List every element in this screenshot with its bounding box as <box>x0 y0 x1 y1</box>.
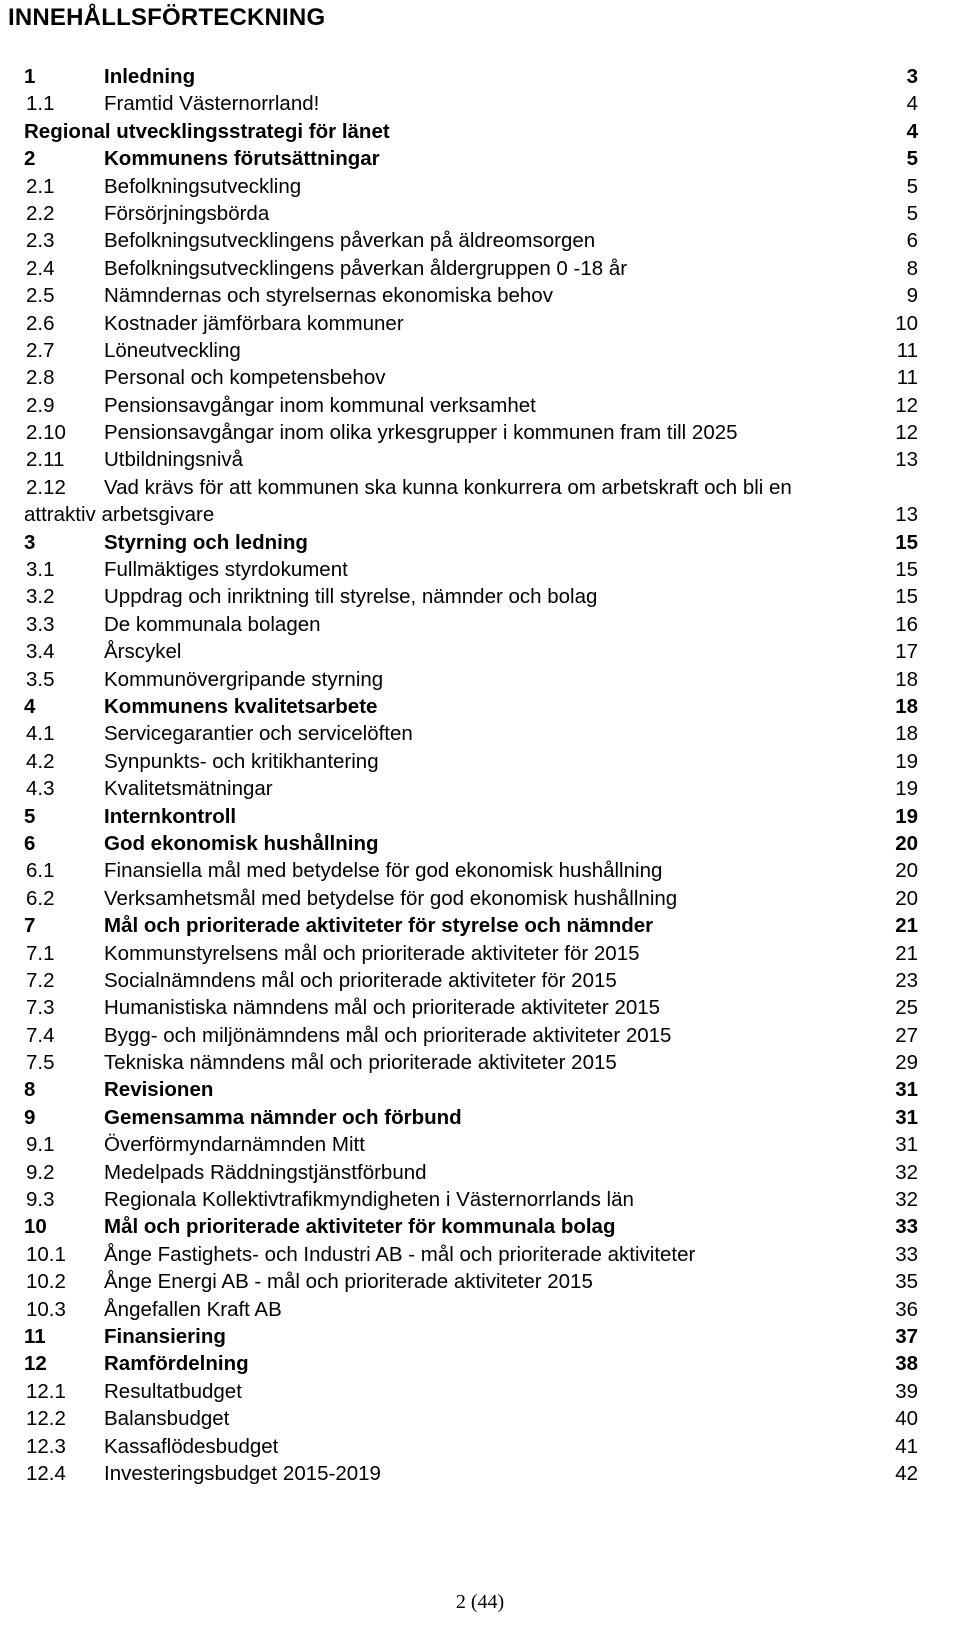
toc-entry-page-number: 27 <box>895 1023 918 1047</box>
toc-entry-title: Medelpads Räddningstjänstförbund <box>104 1160 427 1184</box>
toc-subsection-entry[interactable] <box>0 666 960 693</box>
toc-entry-title: Regional utvecklingsstrategi för länet <box>24 119 390 143</box>
toc-entry-title: Befolkningsutvecklingens påverkan på äldreomsorgen <box>104 229 596 253</box>
toc-entry-title: Försörjningsbörda <box>104 201 270 225</box>
toc-subsection-entry[interactable] <box>0 1433 960 1460</box>
toc-entry-number: 12.1 <box>26 1379 66 1403</box>
toc-entry-page-number: 15 <box>895 530 918 554</box>
toc-entry-title: Uppdrag och inriktning till styrelse, nämnder och bolag <box>104 585 598 609</box>
toc-entry-title: Pensionsavgångar inom olika yrkesgrupper i kommunen fram till 2025 <box>104 421 738 445</box>
toc-entry-number: 11 <box>24 1324 46 1348</box>
toc-entry-page-number: 5 <box>906 201 918 225</box>
toc-section-entry[interactable] <box>0 1323 960 1350</box>
toc-subsection-entry[interactable] <box>0 227 960 254</box>
toc-entry-title: Ramfördelning <box>104 1352 249 1376</box>
toc-subsection-entry[interactable] <box>0 200 960 227</box>
toc-entry-page-number: 21 <box>895 941 918 965</box>
toc-entry-number: 3.4 <box>26 640 55 664</box>
toc-entry-page-number: 9 <box>906 284 918 308</box>
toc-entry-number: 4.3 <box>26 777 55 801</box>
toc-entry-number: 3 <box>24 530 36 554</box>
toc-subsection-entry[interactable] <box>0 940 960 967</box>
toc-section-entry[interactable] <box>0 1104 960 1131</box>
toc-entry-page-number: 18 <box>895 722 918 746</box>
toc-entry-title: God ekonomisk hushållning <box>104 831 379 855</box>
toc-subsection-entry[interactable] <box>0 1022 960 1049</box>
toc-entry-number: 10.3 <box>26 1297 66 1321</box>
toc-section-entry[interactable] <box>0 118 960 145</box>
toc-subsection-entry[interactable] <box>0 90 960 117</box>
toc-subsection-entry[interactable] <box>0 1268 960 1295</box>
toc-entry-page-number: 16 <box>895 612 918 636</box>
toc-entry-page-number: 33 <box>895 1242 918 1266</box>
toc-entry-page-number: 40 <box>895 1407 918 1431</box>
toc-subsection-entry[interactable] <box>0 967 960 994</box>
toc-entry-page-number: 13 <box>895 448 918 472</box>
toc-subsection-entry[interactable] <box>0 775 960 802</box>
toc-entry-title: Löneutveckling <box>104 338 241 362</box>
toc-entry-page-number: 15 <box>895 558 918 582</box>
toc-entry-page-number: 15 <box>895 585 918 609</box>
toc-entry-title: Vad krävs för att kommunen ska kunna konkurrera om arbetskraft och bli en <box>104 475 792 499</box>
toc-entry-page-number: 4 <box>906 119 918 143</box>
toc-entry-number: 2.10 <box>26 421 66 445</box>
toc-section-entry[interactable] <box>0 1350 960 1377</box>
toc-entry-page-number: 25 <box>895 996 918 1020</box>
toc-entry-page-number: 33 <box>895 1215 918 1239</box>
toc-entry-page-number: 31 <box>895 1078 918 1102</box>
toc-entry-title: Bygg- och miljönämndens mål och prioriterade aktiviteter 2015 <box>104 1023 672 1047</box>
toc-subsection-entry[interactable] <box>0 1241 960 1268</box>
toc-entry-title: Årscykel <box>104 640 182 664</box>
toc-entry-number: 9.3 <box>26 1188 55 1212</box>
toc-entry-title: Socialnämndens mål och prioriterade aktiviteter för 2015 <box>104 968 617 992</box>
toc-entry-page-number: 5 <box>906 147 918 171</box>
toc-entry-number: 10 <box>24 1215 47 1239</box>
toc-entry-page-number: 36 <box>895 1297 918 1321</box>
toc-entry-number: 6 <box>24 831 36 855</box>
toc-subsection-entry[interactable] <box>0 1296 960 1323</box>
toc-entry-number: 2.12 <box>26 475 66 499</box>
toc-section-entry[interactable] <box>0 1076 960 1103</box>
toc-entry-number: 7.5 <box>26 1051 55 1075</box>
toc-subsection-entry[interactable] <box>0 720 960 747</box>
toc-entry-title: De kommunala bolagen <box>104 612 321 636</box>
toc-entry-number: 3.1 <box>26 558 55 582</box>
toc-entry-number: 7 <box>24 914 36 938</box>
toc-entry-title: Resultatbudget <box>104 1379 242 1403</box>
toc-entry-page-number: 31 <box>895 1133 918 1157</box>
toc-entry-title: Pensionsavgångar inom kommunal verksamhet <box>104 393 536 417</box>
toc-entry-number: 4 <box>24 695 36 718</box>
toc-entry-title: Humanistiska nämndens mål och prioriterade aktiviteter 2015 <box>104 996 661 1020</box>
toc-entry-number: 7.4 <box>26 1023 55 1047</box>
toc-entry-title: Revisionen <box>104 1078 214 1102</box>
toc-subsection-entry[interactable] <box>0 1159 960 1186</box>
toc-entry-title: Kommunens förutsättningar <box>104 147 380 171</box>
toc-entry-title: Finansiering <box>104 1324 226 1348</box>
toc-section-entry[interactable] <box>0 63 960 90</box>
toc-entry-number: 2 <box>24 147 36 171</box>
toc-subsection-entry[interactable] <box>0 310 960 337</box>
toc-subsection-entry[interactable] <box>0 885 960 912</box>
toc-subsection-entry[interactable] <box>0 446 960 473</box>
toc-entry-number: 2.4 <box>26 256 55 280</box>
toc-entry-page-number: 21 <box>895 914 918 938</box>
toc-entry-number: 12.3 <box>26 1434 66 1458</box>
toc-entry-page-number: 10 <box>895 311 918 335</box>
toc-entry-title: Överförmyndarnämnden Mitt <box>104 1133 365 1157</box>
toc-subsection-entry[interactable] <box>0 857 960 884</box>
toc-subsection-entry[interactable] <box>0 1049 960 1076</box>
toc-entry-number: 6.1 <box>26 859 55 883</box>
toc-entry-title: Mål och prioriterade aktiviteter för styrelse och nämnder <box>104 914 654 938</box>
toc-subsection-entry[interactable] <box>0 392 960 419</box>
toc-entry-title: Synpunkts- och kritikhantering <box>104 749 379 773</box>
toc-subsection-entry[interactable] <box>0 556 960 583</box>
toc-entry-number: 7.3 <box>26 996 55 1020</box>
toc-subsection-entry[interactable] <box>0 748 960 775</box>
toc-entry-title: Kassaflödesbudget <box>104 1434 279 1458</box>
toc-entry-number: 5 <box>24 804 36 828</box>
toc-entry-page-number: 35 <box>895 1270 918 1294</box>
toc-entry-number: 2.5 <box>26 284 55 308</box>
toc-entry-title: Ånge Energi AB - mål och prioriterade aktiviteter 2015 <box>104 1270 593 1294</box>
toc-entry-number: 1.1 <box>26 92 55 116</box>
toc-entry-title: Finansiella mål med betydelse för god ekonomisk hushållning <box>104 859 663 883</box>
toc-entry-number: 4.2 <box>26 749 55 773</box>
toc-entry-number: 3.3 <box>26 612 55 636</box>
toc-entry-number: 9.1 <box>26 1133 55 1157</box>
toc-entry-page-number: 19 <box>895 777 918 801</box>
toc-entry-page-number: 6 <box>906 229 918 253</box>
toc-entry-number: 10.2 <box>26 1270 66 1294</box>
toc-subsection-entry[interactable] <box>0 1131 960 1158</box>
toc-entry-number: 2.11 <box>26 448 65 472</box>
toc-entry-number: 3.2 <box>26 585 55 609</box>
toc-entry-number: 2.3 <box>26 229 55 253</box>
toc-entry-page-number: 42 <box>895 1461 918 1485</box>
toc-entry-page-number: 12 <box>895 421 918 445</box>
toc-entry-number: 1 <box>24 65 36 88</box>
toc-entry-title: Investeringsbudget 2015-2019 <box>104 1461 381 1485</box>
toc-entry-page-number: 20 <box>895 859 918 883</box>
toc-entry-page-number: 11 <box>896 366 918 390</box>
toc-entry-title: Framtid Västernorrland! <box>104 92 320 116</box>
toc-entry-title: Tekniska nämndens mål och prioriterade aktiviteter 2015 <box>104 1051 617 1075</box>
toc-entry-number: 10.1 <box>26 1242 66 1266</box>
toc-entry-page-number: 29 <box>895 1051 918 1075</box>
toc-entry-number: 9 <box>24 1105 36 1129</box>
toc-entry-title: Kommunstyrelsens mål och prioriterade aktiviteter för 2015 <box>104 941 640 965</box>
toc-section-entry[interactable] <box>0 803 960 830</box>
toc-entry-page-number: 20 <box>895 886 918 910</box>
toc-entry-number: 2.2 <box>26 201 55 225</box>
toc-entry-number: 12 <box>24 1352 47 1376</box>
toc-entry-page-number: 5 <box>906 174 918 198</box>
toc-entry-page-number: 41 <box>895 1434 918 1458</box>
toc-entry-number: 9.2 <box>26 1160 55 1184</box>
toc-entry-page-number: 19 <box>895 804 918 828</box>
toc-entry-title: Kostnader jämförbara kommuner <box>104 311 404 335</box>
toc-entry-number: 4.1 <box>26 722 55 746</box>
toc-entry-number: 2.1 <box>26 174 55 198</box>
toc-entry-number: 12.4 <box>26 1461 66 1485</box>
toc-entry-number: 7.1 <box>26 941 55 965</box>
toc-entry-page-number: 3 <box>906 65 918 88</box>
toc-section-entry[interactable] <box>0 693 960 720</box>
toc-entry-title: Mål och prioriterade aktiviteter för kommunala bolag <box>104 1215 616 1239</box>
toc-entry-page-number: 11 <box>896 338 918 362</box>
toc-entry-page-number: 18 <box>895 667 918 691</box>
toc-entry-title: Styrning och ledning <box>104 530 308 554</box>
toc-subsection-entry[interactable] <box>0 994 960 1021</box>
toc-subsection-entry[interactable] <box>0 1186 960 1213</box>
toc-entry-title: Inledning <box>104 65 196 88</box>
toc-entry-title: Gemensamma nämnder och förbund <box>104 1105 462 1129</box>
toc-entry-page-number: 32 <box>895 1188 918 1212</box>
toc-entry-title: Kommunövergripande styrning <box>104 667 384 691</box>
toc-entry-page-number: 37 <box>895 1324 918 1348</box>
toc-subsection-entry[interactable] <box>0 419 960 446</box>
toc-entry-number: 8 <box>24 1078 36 1102</box>
toc-entry-title: Personal och kompetensbehov <box>104 366 386 390</box>
toc-entry-title: Verksamhetsmål med betydelse för god ekonomisk hushållning <box>104 886 678 910</box>
toc-subsection-entry[interactable] <box>0 255 960 282</box>
toc-entry-page-number: 4 <box>906 92 918 116</box>
toc-entry-number: 2.9 <box>26 393 55 417</box>
toc-entry-title: Ångefallen Kraft AB <box>104 1297 282 1321</box>
toc-subsection-entry[interactable] <box>0 1460 960 1487</box>
toc-subsection-entry[interactable] <box>0 611 960 638</box>
table-of-contents <box>0 63 960 1487</box>
toc-entry-title: Kvalitetsmätningar <box>104 777 273 801</box>
toc-entry-title: Kommunens kvalitetsarbete <box>104 695 378 718</box>
toc-entry-page-number: 12 <box>895 393 918 417</box>
toc-entry-title: Utbildningsnivå <box>104 448 244 472</box>
toc-entry-number: 3.5 <box>26 667 55 691</box>
toc-entry-page-number: 17 <box>895 640 918 664</box>
toc-entry-title: Fullmäktiges styrdokument <box>104 558 348 582</box>
toc-entry-title: Befolkningsutveckling <box>104 174 302 198</box>
toc-subsection-entry[interactable] <box>0 337 960 364</box>
toc-subsection-entry[interactable] <box>0 364 960 391</box>
toc-entry-page-number: 18 <box>895 695 918 718</box>
toc-entry-title: Balansbudget <box>104 1407 230 1431</box>
toc-section-entry[interactable] <box>0 529 960 556</box>
toc-entry-page-number: 23 <box>895 968 918 992</box>
toc-entry-page-number: 19 <box>895 749 918 773</box>
toc-section-entry[interactable] <box>0 145 960 172</box>
toc-entry-title: Ånge Fastighets- och Industri AB - mål och prioriterade aktiviteter <box>104 1242 696 1266</box>
toc-entry-number: 6.2 <box>26 886 55 910</box>
toc-entry-page-number: 31 <box>895 1105 918 1129</box>
page-number-footer: 2 (44) <box>455 1591 505 1613</box>
toc-subsection-entry[interactable] <box>0 173 960 200</box>
toc-entry-number: 2.8 <box>26 366 55 390</box>
toc-entry-title-continuation: attraktiv arbetsgivare <box>24 503 215 527</box>
toc-entry-number: 12.2 <box>26 1407 66 1431</box>
toc-entry-title: Internkontroll <box>104 804 237 828</box>
toc-entry-number: 2.7 <box>26 338 55 362</box>
toc-entry-number: 2.6 <box>26 311 55 335</box>
toc-section-entry[interactable] <box>0 830 960 857</box>
toc-entry-title: Servicegarantier och servicelöften <box>104 722 413 746</box>
page-title: INNEHÅLLSFÖRTECKNING <box>8 4 326 31</box>
toc-subsection-entry[interactable] <box>0 1405 960 1432</box>
toc-entry-page-number: 38 <box>895 1352 918 1376</box>
toc-entry-title: Befolkningsutvecklingens påverkan åldergruppen 0 -18 år <box>104 256 628 280</box>
toc-subsection-entry[interactable] <box>0 583 960 610</box>
toc-entry-page-number: 32 <box>895 1160 918 1184</box>
toc-entry-title: Regionala Kollektivtrafikmyndigheten i Västernorrlands län <box>104 1188 634 1212</box>
toc-subsection-entry[interactable] <box>0 1378 960 1405</box>
toc-subsection-entry[interactable] <box>0 638 960 665</box>
toc-subsection-entry[interactable] <box>0 474 960 529</box>
toc-section-entry[interactable] <box>0 1213 960 1240</box>
toc-entry-page-number: 13 <box>895 503 918 527</box>
toc-entry-page-number: 8 <box>906 256 918 280</box>
toc-entry-number: 7.2 <box>26 968 55 992</box>
toc-subsection-entry[interactable] <box>0 282 960 309</box>
toc-entry-page-number: 20 <box>895 831 918 855</box>
toc-entry-title: Nämndernas och styrelsernas ekonomiska behov <box>104 284 553 308</box>
toc-section-entry[interactable] <box>0 912 960 939</box>
toc-entry-page-number: 39 <box>895 1379 918 1403</box>
